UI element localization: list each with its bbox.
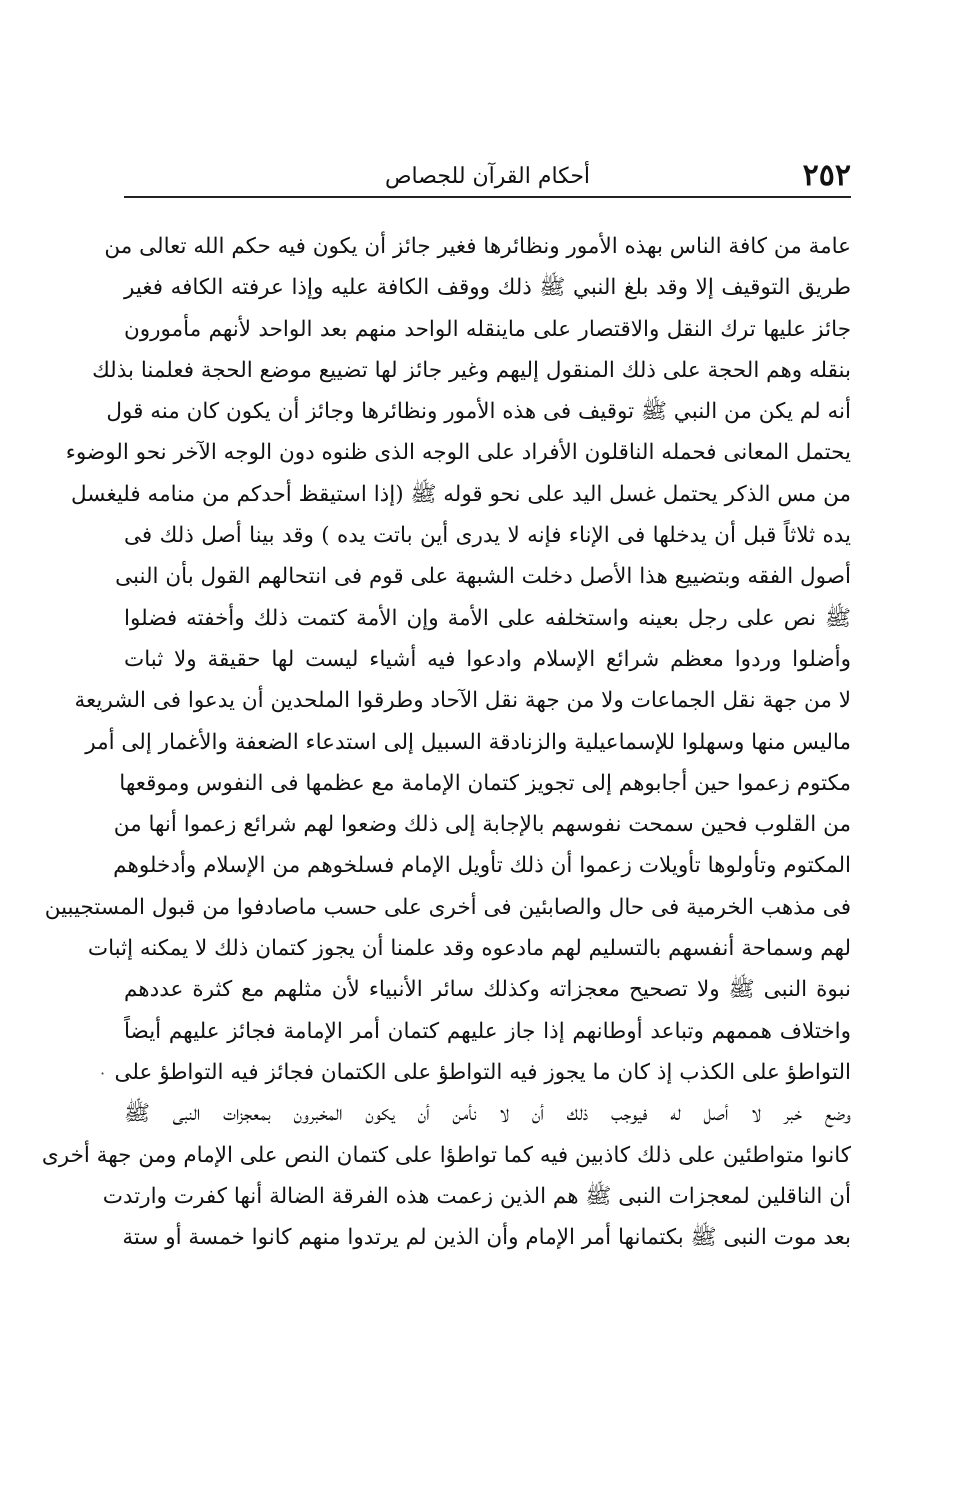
text-line: عامة من كافة الناس بهذه الأمور ونظائرها فغير جائز أن يكون فيه حكم الله تعالى من	[104, 234, 851, 259]
page-number: ٢٥٢	[802, 158, 851, 193]
text-line: ماليس منها وسهلوا للإسماعيلية والزنادقة السبيل إلى استدعاء الضعفة والأغمار إلى أمر	[85, 729, 851, 755]
body-text	[41, 226, 852, 1258]
text-line: مكتوم زعموا حين أجابوهم إلى تجويز كتمان الإمامة مع عظمها فى النفوس وموقعها	[119, 770, 851, 796]
text-line: من مس الذكر يحتمل غسل اليد على نحو قوله ﷺ (إذا استيقظ أحدكم من منامه فليغسل	[70, 481, 851, 507]
text-line: لهم وسماحة أنفسهم بالتسليم لهم مادعوه وقد علمنا أن يجوز كتمان ذلك لا يمكنه إثبات	[87, 936, 851, 962]
text-line: يده ثلاثاً قبل أن يدخلها فى الإناء فإنه لا يدرى أين باتت يده ) وقد بينا أصل ذلك فى	[124, 523, 851, 549]
text-line: فى مذهب الخرمية فى حال والصابئين فى أخرى على حسب ماصادفوا من قبول المستجيبين	[44, 894, 851, 920]
text-line: أنه لم يكن من النبي ﷺ توقيف فى هذه الأمور ونظائرها وجائز أن يكون كان منه قول	[106, 399, 851, 425]
text-line: أصول الفقه وبتضييع هذا الأصل دخلت الشبهة على قوم فى انتحالهم القول بأن النبى	[115, 564, 851, 590]
page-header	[124, 158, 851, 198]
stray-print-mark: ·	[100, 1064, 106, 1083]
text-line: بعد موت النبى ﷺ بكتمانها أمر الإمام وأن الذين لم يرتدوا منهم كانوا خمسة أو ستة	[122, 1225, 851, 1251]
text-line: بنقله وهم الحجة على ذلك المنقول إليهم وغير جائز لها تضييع موضع الحجة فعلمنا بذلك	[92, 357, 851, 383]
text-line: واختلاف هممهم وتباعد أوطانهم إذا جاز عليهم كتمان أمر الإمامة فجائز عليهم أيضاً	[124, 1018, 851, 1044]
text-line: لا من جهة نقل الجماعات ولا من جهة نقل الآحاد وطرقوا الملحدين أن يدعوا فى الشريعة	[74, 688, 851, 714]
text-line: أن الناقلين لمعجزات النبى ﷺ هم الذين زعمت هذه الفرقة الضالة أنها كفرت وارتدت	[102, 1183, 851, 1209]
text-line: يحتمل المعانى فحمله الناقلون الأفراد على الوجه الذى ظنوه دون الوجه الآخر نحو الوضوء	[65, 440, 851, 466]
text-line: ﷺ نص على رجل بعينه واستخلفه على الأمة وإن الأمة كتمت ذلك وأخفته فضلوا	[124, 605, 851, 631]
text-line: وضع خبر لا أصل له فيوجب ذلك أن لا نأمن أن يكون المخبرون بمعجزات النبى ﷺ	[124, 1101, 852, 1127]
text-line: طريق التوقيف إلا وقد بلغ النبي ﷺ ذلك ووقف الكافة عليه وإذا عرفته الكافه فغير	[124, 275, 851, 301]
text-line: جائز عليها ترك النقل والاقتصار على ماينقله الواحد منهم بعد الواحد لأنهم مأمورون	[124, 316, 851, 342]
text-line: التواطؤ على الكذب إذ كان ما يجوز فيه التواطؤ على الكتمان فجائز فيه التواطؤ على	[114, 1059, 851, 1085]
text-line: وأضلوا وردوا معظم شرائع الإسلام وادعوا فيه أشياء ليست لها حقيقة ولا ثبات	[124, 646, 851, 672]
text-line: كانوا متواطئين على ذلك كاذبين فيه كما تواطؤا على كتمان النص على الإمام ومن جهة أخرى	[41, 1142, 851, 1168]
running-title: أحكام القرآن للجصاص	[384, 164, 591, 189]
header-divider	[124, 196, 851, 198]
text-line: المكتوم وتأولوها تأويلات زعموا أن ذلك تأويل الإمام فسلخوهم من الإسلام وأدخلوهم	[113, 853, 851, 879]
text-line: من القلوب فحين سمحت نفوسهم بالإجابة إلى ذلك وضعوا لهم شرائع زعموا أنها من	[113, 812, 851, 838]
text-line: نبوة النبى ﷺ ولا تصحيح معجزاته وكذلك سائر الأنبياء لأن مثلهم مع كثرة عددهم	[124, 977, 851, 1003]
